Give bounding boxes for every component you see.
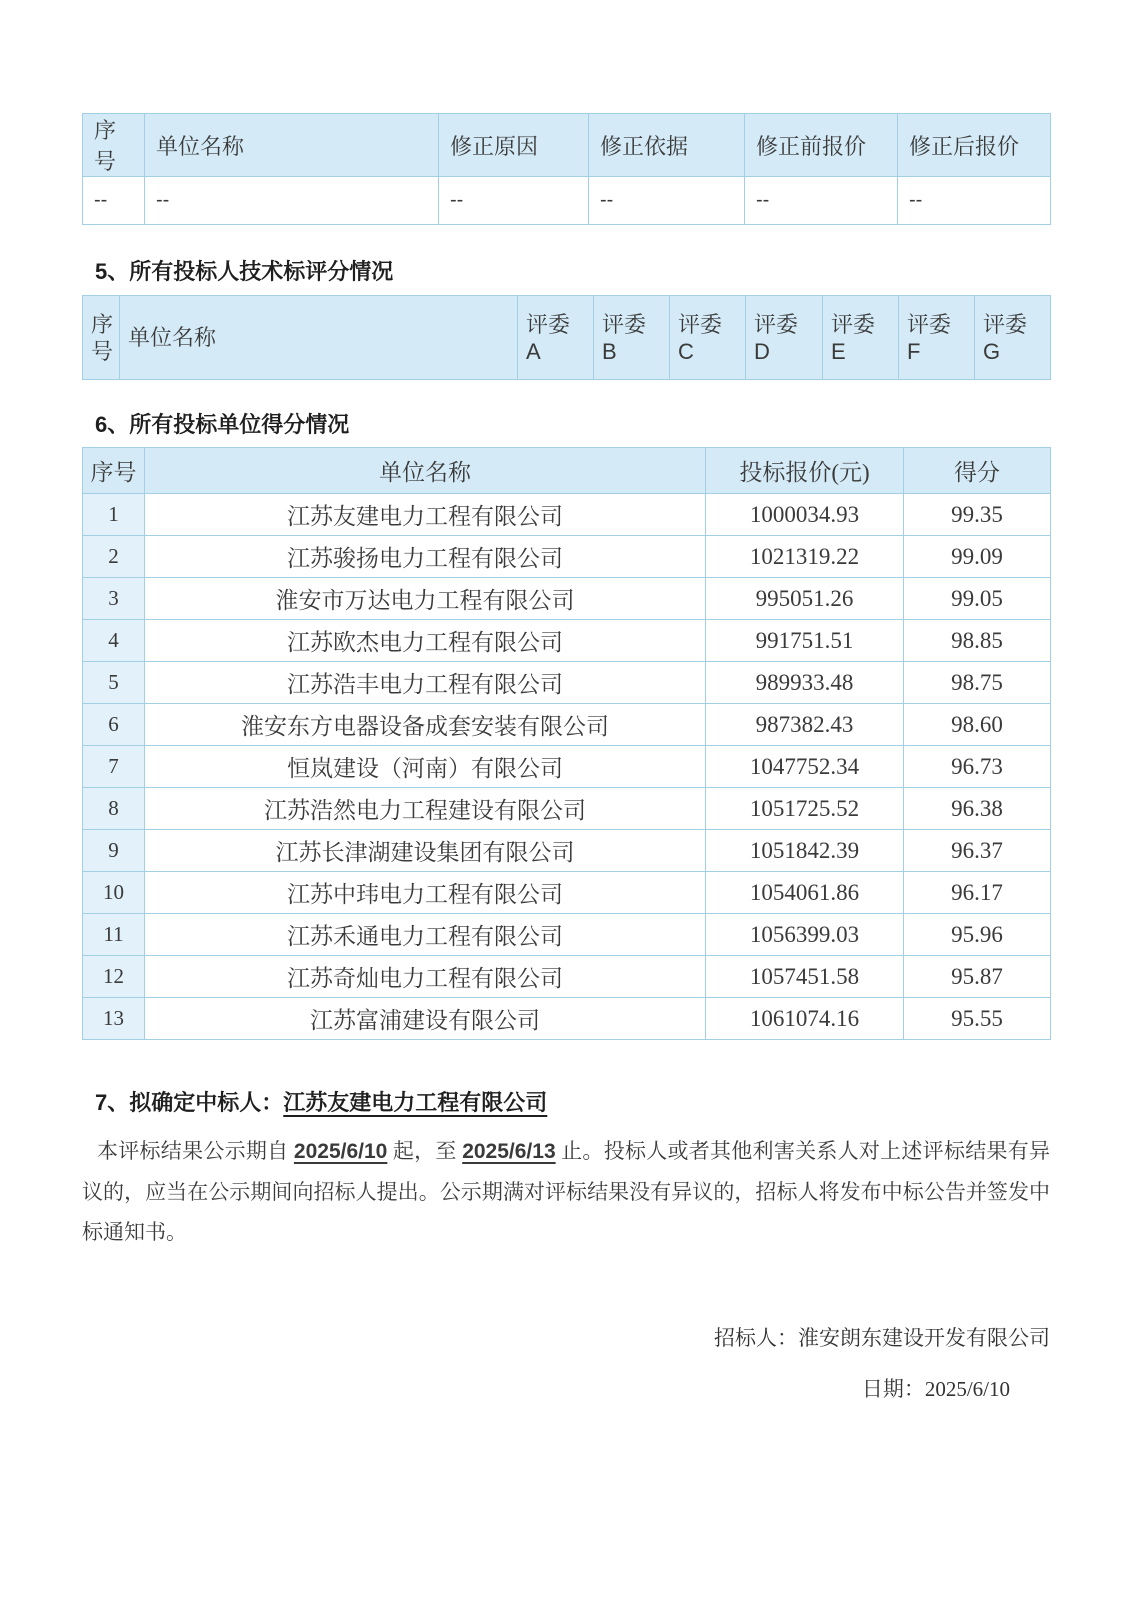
- col-header-company: 单位名称: [145, 448, 706, 494]
- score-row: [83, 914, 1051, 956]
- score: 95.87: [904, 956, 1051, 998]
- col-header-seq: 序号: [83, 114, 145, 177]
- notice-start-date: 2025/6/10: [293, 1140, 388, 1163]
- score: 99.09: [904, 536, 1051, 578]
- winner-company-name: 江苏友建电力工程有限公司: [283, 1090, 548, 1115]
- date-line: 日期：2025/6/10: [861, 1377, 1010, 1401]
- score-row: [83, 746, 1051, 788]
- bid-price: 1054061.86: [706, 872, 904, 914]
- company-name: 江苏浩丰电力工程有限公司: [145, 662, 706, 704]
- col-header-judge-f: 评委 F: [899, 296, 975, 380]
- company-name: 江苏欧杰电力工程有限公司: [145, 620, 706, 662]
- col-header-price-after: 修正后报价: [898, 114, 1051, 177]
- row-index: 3: [83, 578, 145, 620]
- company-name: 江苏浩然电力工程建设有限公司: [145, 788, 706, 830]
- notice-text: 起，至: [387, 1139, 463, 1163]
- row-index: 1: [83, 494, 145, 536]
- col-header-company: 单位名称: [145, 114, 439, 177]
- row-index: 9: [83, 830, 145, 872]
- company-name: 淮安市万达电力工程有限公司: [145, 578, 706, 620]
- company-name: 江苏禾通电力工程有限公司: [145, 914, 706, 956]
- cell: --: [83, 177, 145, 225]
- score-table-header-row: [83, 448, 1051, 494]
- cell: --: [745, 177, 898, 225]
- score-row: [83, 956, 1051, 998]
- score-row: [83, 578, 1051, 620]
- bid-price: 989933.48: [706, 662, 904, 704]
- notice-paragraph: [82, 1131, 1050, 1252]
- score-row: [83, 872, 1051, 914]
- company-name: 恒岚建设（河南）有限公司: [145, 746, 706, 788]
- notice-end-date: 2025/6/13: [462, 1140, 556, 1163]
- bid-price: 1047752.34: [706, 746, 904, 788]
- bid-price: 1051725.52: [706, 788, 904, 830]
- score: 95.96: [904, 914, 1051, 956]
- technical-score-table: [82, 295, 1051, 380]
- notice-text: 止。投标人或者其他利害关系人对上述评标结果有异议的，应当在公示期间向招标人提出。公示期满对评标结果没有异议的，招标人将发布中标公告并签发中标通知书。: [82, 1139, 1051, 1244]
- score-row: [83, 494, 1051, 536]
- score: 98.85: [904, 620, 1051, 662]
- row-index: 8: [83, 788, 145, 830]
- notice-text: 本评标结果公示期自: [97, 1139, 294, 1163]
- document-page: [82, 0, 1050, 1403]
- score: 95.55: [904, 998, 1051, 1040]
- col-header-seq: 序号: [83, 296, 120, 380]
- col-header-judge-a: 评委 A: [518, 296, 594, 380]
- row-index: 4: [83, 620, 145, 662]
- row-index: 6: [83, 704, 145, 746]
- row-index: 12: [83, 956, 145, 998]
- score: 99.35: [904, 494, 1051, 536]
- bid-price: 1051842.39: [706, 830, 904, 872]
- score-table: [82, 447, 1051, 1040]
- col-header-price-before: 修正前报价: [745, 114, 898, 177]
- cell: --: [898, 177, 1051, 225]
- cell: --: [589, 177, 745, 225]
- score: 96.37: [904, 830, 1051, 872]
- col-header-score: 得分: [904, 448, 1051, 494]
- score-row: [83, 998, 1051, 1040]
- bid-price: 1021319.22: [706, 536, 904, 578]
- company-name: 江苏奇灿电力工程有限公司: [145, 956, 706, 998]
- row-index: 13: [83, 998, 145, 1040]
- company-name: 淮安东方电器设备成套安装有限公司: [145, 704, 706, 746]
- score-row: [83, 620, 1051, 662]
- correction-table: [82, 113, 1051, 225]
- section-7-heading: [82, 1086, 1050, 1117]
- cell: --: [145, 177, 439, 225]
- col-header-correction-reason: 修正原因: [439, 114, 589, 177]
- tenderer-line: 招标人：淮安朗东建设开发有限公司: [714, 1326, 1050, 1350]
- row-index: 11: [83, 914, 145, 956]
- correction-placeholder-row: [83, 177, 1051, 225]
- company-name: 江苏骏扬电力工程有限公司: [145, 536, 706, 578]
- score: 96.17: [904, 872, 1051, 914]
- score-row: [83, 830, 1051, 872]
- company-name: 江苏富浦建设有限公司: [145, 998, 706, 1040]
- col-header-judge-b: 评委 B: [594, 296, 670, 380]
- col-header-correction-basis: 修正依据: [589, 114, 745, 177]
- bid-price: 1061074.16: [706, 998, 904, 1040]
- row-index: 2: [83, 536, 145, 578]
- row-index: 5: [83, 662, 145, 704]
- company-name: 江苏中玮电力工程有限公司: [145, 872, 706, 914]
- score: 96.38: [904, 788, 1051, 830]
- bid-price: 1056399.03: [706, 914, 904, 956]
- col-header-seq: 序号: [83, 448, 145, 494]
- technical-table-header-row: [83, 296, 1051, 380]
- section-5-heading: 5、所有投标人技术标评分情况: [95, 259, 394, 284]
- winner-label: 7、拟确定中标人：: [95, 1090, 284, 1115]
- section-6-heading: 6、所有投标单位得分情况: [95, 412, 350, 437]
- col-header-bid-price: 投标报价(元): [706, 448, 904, 494]
- score-row: [83, 662, 1051, 704]
- bid-price: 1057451.58: [706, 956, 904, 998]
- score-row: [83, 704, 1051, 746]
- bid-price: 987382.43: [706, 704, 904, 746]
- bid-price: 1000034.93: [706, 494, 904, 536]
- score-row: [83, 788, 1051, 830]
- cell: --: [439, 177, 589, 225]
- bid-price: 991751.51: [706, 620, 904, 662]
- score-row: [83, 536, 1051, 578]
- bid-price: 995051.26: [706, 578, 904, 620]
- col-header-company: 单位名称: [120, 296, 518, 380]
- col-header-judge-e: 评委 E: [823, 296, 899, 380]
- row-index: 10: [83, 872, 145, 914]
- score: 96.73: [904, 746, 1051, 788]
- score: 98.60: [904, 704, 1051, 746]
- correction-table-header-row: [83, 114, 1051, 177]
- score: 98.75: [904, 662, 1051, 704]
- col-header-judge-d: 评委 D: [746, 296, 823, 380]
- company-name: 江苏长津湖建设集团有限公司: [145, 830, 706, 872]
- col-header-judge-g: 评委 G: [975, 296, 1051, 380]
- row-index: 7: [83, 746, 145, 788]
- company-name: 江苏友建电力工程有限公司: [145, 494, 706, 536]
- score: 99.05: [904, 578, 1051, 620]
- col-header-judge-c: 评委 C: [670, 296, 746, 380]
